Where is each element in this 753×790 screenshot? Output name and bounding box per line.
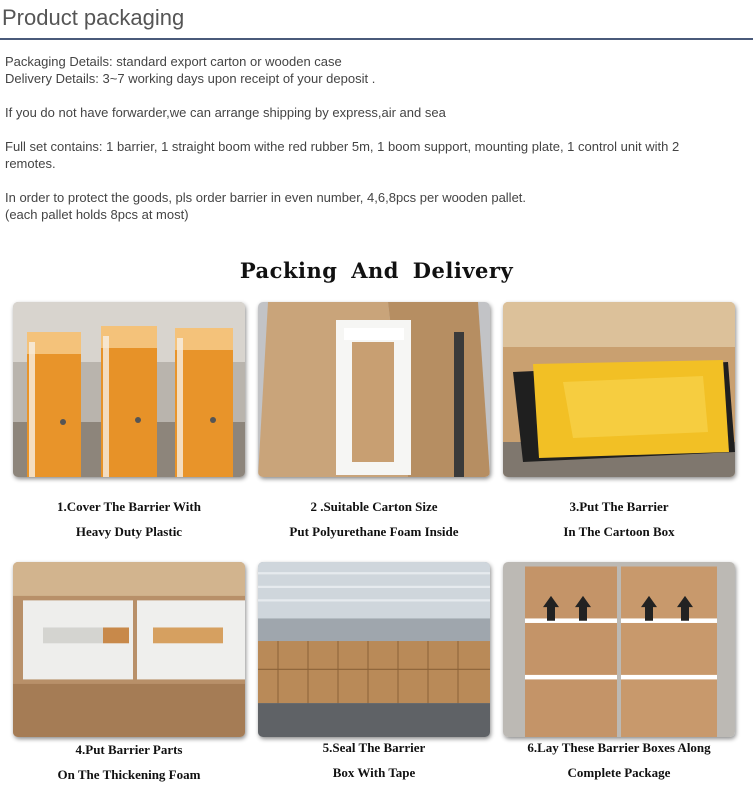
step-caption-line: 3.Put The Barrier bbox=[569, 499, 669, 514]
step-caption-line: 2 .Suitable Carton Size bbox=[310, 499, 438, 514]
details-block bbox=[5, 53, 745, 87]
pallet-capacity-text: (each pallet holds 8pcs at most) bbox=[5, 207, 189, 222]
page-header bbox=[0, 0, 753, 40]
step-caption-3 bbox=[496, 494, 742, 544]
packaging-details-text: Packaging Details: standard export carton or wooden case bbox=[5, 54, 342, 69]
step-caption-line: Complete Package bbox=[567, 765, 671, 780]
photo-barrier-in-box bbox=[503, 302, 735, 477]
photo-carton-foam bbox=[258, 302, 490, 477]
step-caption-line: 5.Seal The Barrier bbox=[322, 740, 426, 755]
page-title: Product packaging bbox=[2, 5, 185, 30]
photo-barriers-covered-plastic bbox=[13, 302, 245, 477]
photo-parts-on-foam bbox=[13, 562, 245, 737]
photo-sealed-boxes-warehouse bbox=[258, 562, 490, 737]
full-set-block bbox=[5, 138, 745, 172]
order-text: In order to protect the goods, pls order barrier in even number, 4,6,8pcs per wooden pallet. bbox=[5, 190, 527, 205]
step-caption-line: 1.Cover The Barrier With bbox=[57, 499, 201, 514]
step-caption-line: Heavy Duty Plastic bbox=[75, 524, 183, 539]
step-caption-line: 6.Lay These Barrier Boxes Along bbox=[527, 740, 711, 755]
photo-boxes-laid-along bbox=[503, 562, 735, 737]
step-caption-4 bbox=[6, 737, 252, 787]
step-caption-1 bbox=[6, 494, 252, 544]
order-block bbox=[5, 189, 745, 223]
packaging-info bbox=[5, 53, 745, 240]
step-caption-line: On The Thickening Foam bbox=[57, 767, 201, 782]
step-caption-line: Put Polyurethane Foam Inside bbox=[289, 524, 459, 539]
step-caption-2 bbox=[251, 494, 497, 544]
delivery-details-text: Delivery Details: 3~7 working days upon receipt of your deposit . bbox=[5, 71, 376, 86]
full-set-text-continued: remotes. bbox=[5, 156, 56, 171]
step-caption-6 bbox=[496, 735, 742, 785]
section-title: Packing And Delivery bbox=[239, 258, 514, 283]
full-set-text: Full set contains: 1 barrier, 1 straight boom withe red rubber 5m, 1 boom support, mounting plate, 1 control unit with 2 bbox=[5, 139, 680, 154]
step-caption-line: Box With Tape bbox=[332, 765, 416, 780]
forwarder-text: If you do not have forwarder,we can arrange shipping by express,air and sea bbox=[5, 105, 446, 120]
step-caption-line: In The Cartoon Box bbox=[563, 524, 675, 539]
step-caption-line: 4.Put Barrier Parts bbox=[75, 742, 183, 757]
step-caption-5 bbox=[251, 735, 497, 785]
